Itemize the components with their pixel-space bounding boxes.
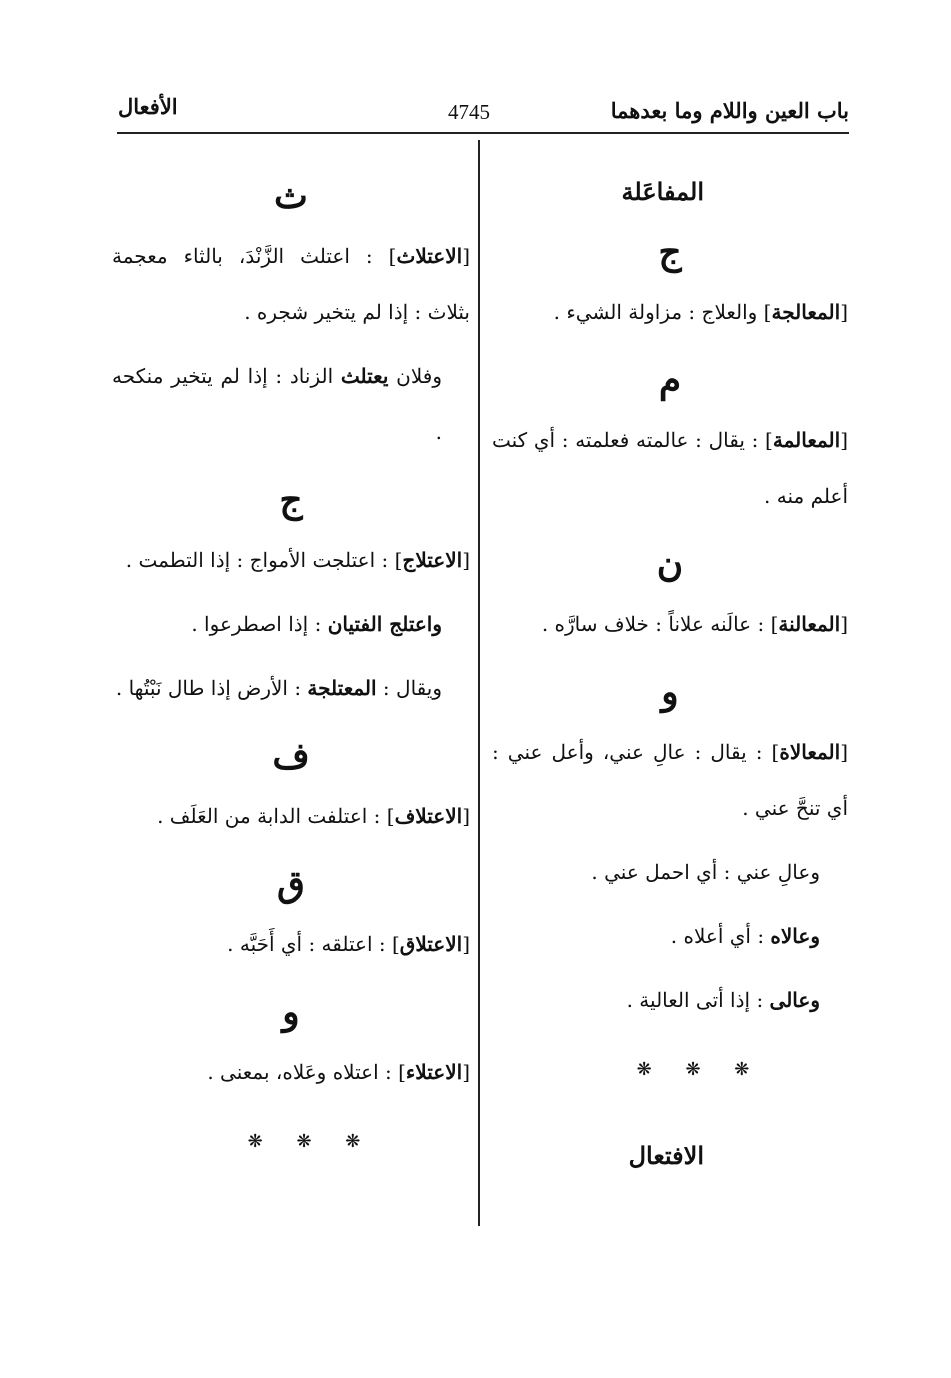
dictionary-entry (492, 412, 848, 524)
entry-definition: ] : اعتلقه : أي أَحَبَّه . (227, 932, 400, 956)
entry-prefix: [ (840, 428, 848, 452)
entry-headword: الاعتلاث (396, 244, 463, 268)
letter-heading: ن (656, 543, 684, 585)
entry-definition: : إذا اصطرعوا . (191, 612, 328, 636)
entry-definition: ] : يقال : عالِ عني، وأعل عني : أي تنحَّ عني . (492, 740, 848, 820)
entry-definition: ] : اعتلجت الأمواج : إذا التطمت . (125, 548, 403, 572)
entry-definition: ] : اعتلفت الدابة من العَلَف . (157, 804, 395, 828)
entry-headword: المعالنة (778, 612, 841, 636)
next-section-heading: الافتعال (628, 1141, 704, 1170)
page-number: 4745 (448, 100, 490, 124)
entry-prefix: [ (840, 740, 848, 764)
letter-heading: و (282, 991, 300, 1033)
entry-prefix: [ (462, 548, 470, 572)
right-column (492, 164, 848, 1184)
left-column (112, 164, 470, 1200)
dictionary-entry (112, 348, 470, 460)
entry-definition: : أي احمل عني . (591, 860, 737, 884)
entry-headword: المعالجة (771, 300, 841, 324)
letter-heading: ث (274, 175, 308, 217)
dictionary-entry (112, 228, 470, 340)
entry-headword: الاعتلاق (399, 932, 463, 956)
entry-headword: المعالمة (772, 428, 841, 452)
letter-heading: م (658, 359, 682, 401)
entry-definition: ] : اعتلاه وعَلاه، بمعنى . (207, 1060, 406, 1084)
dictionary-entry (492, 284, 848, 340)
section-heading: المفاعَلة (621, 177, 704, 206)
entry-prefix: [ (840, 300, 848, 324)
dictionary-entry (112, 596, 470, 652)
entry-prefix: [ (462, 1060, 470, 1084)
letter-heading: ف (272, 735, 310, 777)
letter-heading: ج (658, 231, 682, 273)
entry-definition: ] : عالَنه علاناً : خلاف سارَّه . (541, 612, 779, 636)
section-end-stars: ❋ ❋ ❋ (247, 1131, 375, 1152)
entry-definition: : الأرض إذا طال نَبْتُها . (115, 676, 308, 700)
chapter-title: باب العين واللام وما بعدهما (610, 98, 849, 123)
dictionary-entry (112, 788, 470, 844)
entry-headword: وعالى (769, 988, 820, 1012)
entry-prefix: [ (462, 244, 470, 268)
entry-headword: الاعتلاج (402, 548, 463, 572)
dictionary-entry (112, 1044, 470, 1100)
entry-headword: وعالِ عني (736, 860, 820, 884)
entry-definition: ] : اعتلث الزَّنْدَ، بالثاء معجمة بثلاث : إذا لم يتخير شجره . (112, 244, 470, 324)
dictionary-entry (492, 724, 848, 836)
dictionary-entry (112, 532, 470, 588)
entry-definition: ] والعلاج : مزاولة الشيء . (553, 300, 772, 324)
entry-headword: يعتلث (340, 364, 389, 388)
entry-headword: الاعتلاء (405, 1060, 463, 1084)
entry-headword: واعتلج الفتيان (327, 612, 442, 636)
entry-definition: : أي أعلاه . (670, 924, 771, 948)
dictionary-entry (492, 972, 848, 1028)
letter-heading: ق (277, 863, 305, 905)
dictionary-entry (112, 916, 470, 972)
entry-headword: الاعتلاف (394, 804, 463, 828)
entry-headword: المعتلجة (307, 676, 377, 700)
dictionary-entry (492, 596, 848, 652)
letter-heading: و (661, 671, 679, 713)
entry-definition: الزناد : إذا لم يتخير منكحه . (112, 364, 442, 444)
entry-prefix: ويقال : (376, 676, 442, 700)
column-divider (478, 140, 480, 1226)
letter-heading: ج (279, 479, 303, 521)
section-running-title: الأفعال (118, 94, 178, 119)
section-end-stars: ❋ ❋ ❋ (636, 1059, 764, 1080)
entry-headword: المعالاة (779, 740, 841, 764)
dictionary-entry (112, 660, 470, 716)
entry-definition: : إذا أتى العالية . (626, 988, 770, 1012)
entry-prefix: [ (462, 804, 470, 828)
entry-definition: ] : يقال : عالمته فعلمته : أي كنت أعلم منه . (492, 428, 848, 508)
dictionary-entry (492, 908, 848, 964)
entry-prefix: [ (462, 932, 470, 956)
dictionary-entry (492, 844, 848, 900)
entry-headword: وعالاه (770, 924, 820, 948)
header-rule (117, 132, 849, 134)
entry-prefix: [ (840, 612, 848, 636)
entry-prefix: وفلان (388, 364, 442, 388)
